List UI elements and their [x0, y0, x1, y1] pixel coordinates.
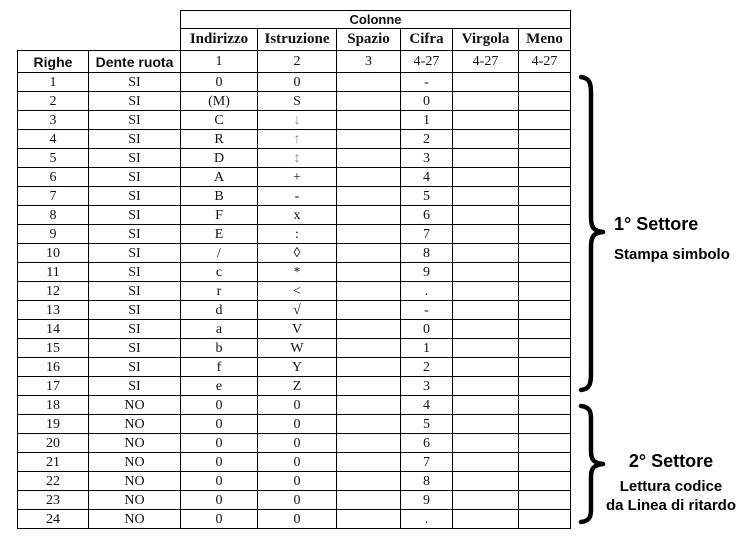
- virgola-cell: [453, 92, 519, 111]
- cifra-cell: .: [401, 282, 453, 301]
- riga-cell: 10: [18, 244, 89, 263]
- istruzione-cell: 0: [258, 73, 337, 92]
- spazio-cell: [337, 130, 401, 149]
- table-row: [18, 244, 571, 263]
- istruzione-cell: ↑: [258, 130, 337, 149]
- column-name-header: Virgola: [453, 29, 519, 51]
- riga-cell: 12: [18, 282, 89, 301]
- table-row: [18, 396, 571, 415]
- spazio-cell: [337, 301, 401, 320]
- istruzione-cell: S: [258, 92, 337, 111]
- cifra-cell: 7: [401, 453, 453, 472]
- riga-cell: 18: [18, 396, 89, 415]
- dente-ruota-cell: SI: [89, 168, 181, 187]
- virgola-cell: [453, 434, 519, 453]
- istruzione-cell: :: [258, 225, 337, 244]
- virgola-cell: [453, 377, 519, 396]
- riga-cell: 22: [18, 472, 89, 491]
- spazio-cell: [337, 92, 401, 111]
- table-row: [18, 453, 571, 472]
- righe-header: Righe: [18, 51, 89, 73]
- virgola-cell: [453, 358, 519, 377]
- spazio-cell: [337, 415, 401, 434]
- column-numbers-row: [18, 51, 571, 73]
- table-row: [18, 92, 571, 111]
- table-row: [18, 111, 571, 130]
- indirizzo-cell: E: [181, 225, 258, 244]
- dente-ruota-cell: SI: [89, 320, 181, 339]
- istruzione-cell: Z: [258, 377, 337, 396]
- dente-ruota-cell: SI: [89, 244, 181, 263]
- istruzione-cell: ↕: [258, 149, 337, 168]
- spazio-cell: [337, 187, 401, 206]
- cifra-cell: .: [401, 510, 453, 529]
- dente-ruota-cell: SI: [89, 130, 181, 149]
- indirizzo-cell: (M): [181, 92, 258, 111]
- indirizzo-cell: A: [181, 168, 258, 187]
- virgola-cell: [453, 491, 519, 510]
- indirizzo-cell: d: [181, 301, 258, 320]
- dente-ruota-cell: NO: [89, 510, 181, 529]
- riga-cell: 24: [18, 510, 89, 529]
- sector-1-label: [614, 214, 730, 264]
- spazio-cell: [337, 263, 401, 282]
- istruzione-cell: <: [258, 282, 337, 301]
- table-row: [18, 320, 571, 339]
- spazio-cell: [337, 434, 401, 453]
- spazio-cell: [337, 111, 401, 130]
- virgola-cell: [453, 472, 519, 491]
- table-row: [18, 206, 571, 225]
- riga-cell: 20: [18, 434, 89, 453]
- cifra-cell: 2: [401, 358, 453, 377]
- cifra-cell: -: [401, 73, 453, 92]
- virgola-cell: [453, 396, 519, 415]
- indirizzo-cell: C: [181, 111, 258, 130]
- meno-cell: [519, 130, 571, 149]
- table-row: [18, 282, 571, 301]
- indirizzo-cell: 0: [181, 453, 258, 472]
- spazio-cell: [337, 396, 401, 415]
- indirizzo-cell: f: [181, 358, 258, 377]
- meno-cell: [519, 225, 571, 244]
- istruzione-cell: 0: [258, 415, 337, 434]
- spazio-cell: [337, 168, 401, 187]
- cifra-cell: 9: [401, 491, 453, 510]
- spazio-cell: [337, 282, 401, 301]
- cifra-cell: 4: [401, 168, 453, 187]
- istruzione-cell: 0: [258, 472, 337, 491]
- meno-cell: [519, 358, 571, 377]
- column-number-cell: 1: [181, 51, 258, 73]
- table-row: [18, 434, 571, 453]
- cifra-cell: 3: [401, 377, 453, 396]
- table-row: [18, 377, 571, 396]
- riga-cell: 5: [18, 149, 89, 168]
- indirizzo-cell: 0: [181, 491, 258, 510]
- istruzione-cell: *: [258, 263, 337, 282]
- table-row: [18, 510, 571, 529]
- spazio-cell: [337, 149, 401, 168]
- cifra-cell: 2: [401, 130, 453, 149]
- column-names-row: [18, 29, 571, 51]
- column-number-cell: 4-27: [519, 51, 571, 73]
- indirizzo-cell: D: [181, 149, 258, 168]
- cifra-cell: 6: [401, 434, 453, 453]
- virgola-cell: [453, 111, 519, 130]
- sector-1-brace: [581, 77, 603, 390]
- riga-cell: 9: [18, 225, 89, 244]
- meno-cell: [519, 320, 571, 339]
- meno-cell: [519, 396, 571, 415]
- dente-ruota-cell: SI: [89, 92, 181, 111]
- spazio-cell: [337, 491, 401, 510]
- spazio-cell: [337, 510, 401, 529]
- riga-cell: 3: [18, 111, 89, 130]
- column-name-header: Meno: [519, 29, 571, 51]
- meno-cell: [519, 415, 571, 434]
- virgola-cell: [453, 225, 519, 244]
- cifra-cell: 1: [401, 339, 453, 358]
- cifra-cell: 7: [401, 225, 453, 244]
- istruzione-cell: √: [258, 301, 337, 320]
- cifra-cell: 8: [401, 244, 453, 263]
- dente-ruota-cell: NO: [89, 491, 181, 510]
- column-number-cell: 3: [337, 51, 401, 73]
- virgola-cell: [453, 168, 519, 187]
- dente-ruota-cell: SI: [89, 263, 181, 282]
- virgola-cell: [453, 301, 519, 320]
- indirizzo-cell: a: [181, 320, 258, 339]
- cifra-cell: 8: [401, 472, 453, 491]
- riga-cell: 8: [18, 206, 89, 225]
- table-row: [18, 130, 571, 149]
- dente-ruota-cell: SI: [89, 377, 181, 396]
- spazio-cell: [337, 225, 401, 244]
- virgola-cell: [453, 339, 519, 358]
- dente-ruota-cell: NO: [89, 396, 181, 415]
- sector-1-title: 1° Settore: [614, 214, 699, 234]
- riga-cell: 13: [18, 301, 89, 320]
- riga-cell: 4: [18, 130, 89, 149]
- meno-cell: [519, 244, 571, 263]
- spazio-cell: [337, 73, 401, 92]
- column-name-header: Spazio: [337, 29, 401, 51]
- cifra-cell: 4: [401, 396, 453, 415]
- spazio-cell: [337, 206, 401, 225]
- indirizzo-cell: r: [181, 282, 258, 301]
- virgola-cell: [453, 149, 519, 168]
- cifra-cell: 0: [401, 92, 453, 111]
- dente-ruota-cell: SI: [89, 339, 181, 358]
- meno-cell: [519, 434, 571, 453]
- istruzione-cell: 0: [258, 396, 337, 415]
- table-row: [18, 73, 571, 92]
- column-name-header: Indirizzo: [181, 29, 258, 51]
- istruzione-cell: ◊: [258, 244, 337, 263]
- dente-ruota-cell: SI: [89, 111, 181, 130]
- table-row: [18, 168, 571, 187]
- indirizzo-cell: F: [181, 206, 258, 225]
- table-row: [18, 358, 571, 377]
- indirizzo-cell: B: [181, 187, 258, 206]
- istruzione-cell: 0: [258, 453, 337, 472]
- virgola-cell: [453, 73, 519, 92]
- spazio-cell: [337, 472, 401, 491]
- riga-cell: 15: [18, 339, 89, 358]
- virgola-cell: [453, 453, 519, 472]
- riga-cell: 21: [18, 453, 89, 472]
- table-row: [18, 225, 571, 244]
- dente-ruota-cell: NO: [89, 434, 181, 453]
- meno-cell: [519, 453, 571, 472]
- virgola-cell: [453, 130, 519, 149]
- meno-cell: [519, 301, 571, 320]
- dente-ruota-cell: SI: [89, 73, 181, 92]
- colonne-header-row: [18, 11, 571, 29]
- istruzione-cell: Y: [258, 358, 337, 377]
- indirizzo-cell: 0: [181, 510, 258, 529]
- dente-ruota-cell: NO: [89, 472, 181, 491]
- riga-cell: 16: [18, 358, 89, 377]
- virgola-cell: [453, 187, 519, 206]
- istruzione-cell: 0: [258, 510, 337, 529]
- dente-ruota-cell: NO: [89, 453, 181, 472]
- virgola-cell: [453, 415, 519, 434]
- riga-cell: 11: [18, 263, 89, 282]
- istruzione-cell: 0: [258, 434, 337, 453]
- istruzione-cell: +: [258, 168, 337, 187]
- indirizzo-cell: 0: [181, 415, 258, 434]
- dente-ruota-cell: SI: [89, 358, 181, 377]
- riga-cell: 2: [18, 92, 89, 111]
- istruzione-cell: 0: [258, 491, 337, 510]
- indirizzo-cell: 0: [181, 434, 258, 453]
- dente-ruota-header: Dente ruota: [89, 51, 181, 73]
- spazio-cell: [337, 453, 401, 472]
- cifra-cell: 0: [401, 320, 453, 339]
- dente-ruota-cell: SI: [89, 206, 181, 225]
- virgola-cell: [453, 510, 519, 529]
- indirizzo-cell: 0: [181, 73, 258, 92]
- spazio-cell: [337, 244, 401, 263]
- riga-cell: 14: [18, 320, 89, 339]
- meno-cell: [519, 377, 571, 396]
- column-name-header: Istruzione: [258, 29, 337, 51]
- cifra-cell: 3: [401, 149, 453, 168]
- sector-2-subtitle-line1: Lettura codice: [619, 478, 723, 495]
- meno-cell: [519, 168, 571, 187]
- table-row: [18, 339, 571, 358]
- meno-cell: [519, 73, 571, 92]
- spazio-cell: [337, 339, 401, 358]
- indirizzo-cell: /: [181, 244, 258, 263]
- meno-cell: [519, 339, 571, 358]
- column-number-cell: 4-27: [401, 51, 453, 73]
- cifra-cell: 9: [401, 263, 453, 282]
- column-number-cell: 2: [258, 51, 337, 73]
- riga-cell: 17: [18, 377, 89, 396]
- code-wheel-table: [17, 10, 571, 529]
- virgola-cell: [453, 206, 519, 225]
- dente-ruota-cell: SI: [89, 149, 181, 168]
- cifra-cell: 5: [401, 415, 453, 434]
- istruzione-cell: W: [258, 339, 337, 358]
- spazio-cell: [337, 358, 401, 377]
- istruzione-cell: V: [258, 320, 337, 339]
- indirizzo-cell: b: [181, 339, 258, 358]
- table-row: [18, 415, 571, 434]
- virgola-cell: [453, 263, 519, 282]
- indirizzo-cell: c: [181, 263, 258, 282]
- virgola-cell: [453, 244, 519, 263]
- dente-ruota-cell: SI: [89, 282, 181, 301]
- sector-2-subtitle-line2: da Linea di ritardo: [605, 497, 737, 514]
- meno-cell: [519, 472, 571, 491]
- meno-cell: [519, 263, 571, 282]
- meno-cell: [519, 187, 571, 206]
- table-row: [18, 149, 571, 168]
- sector-2-title: 2° Settore: [628, 451, 714, 471]
- spazio-cell: [337, 377, 401, 396]
- virgola-cell: [453, 320, 519, 339]
- dente-ruota-cell: SI: [89, 187, 181, 206]
- colonne-header: Colonne: [181, 11, 571, 29]
- spazio-cell: [337, 320, 401, 339]
- dente-ruota-cell: SI: [89, 225, 181, 244]
- dente-ruota-cell: SI: [89, 301, 181, 320]
- meno-cell: [519, 111, 571, 130]
- riga-cell: 1: [18, 73, 89, 92]
- cifra-cell: -: [401, 301, 453, 320]
- table-row: [18, 491, 571, 510]
- meno-cell: [519, 510, 571, 529]
- istruzione-cell: ↓: [258, 111, 337, 130]
- table-row: [18, 472, 571, 491]
- istruzione-cell: x: [258, 206, 337, 225]
- table-row: [18, 301, 571, 320]
- istruzione-cell: -: [258, 187, 337, 206]
- sector-2-label: [594, 451, 747, 515]
- riga-cell: 6: [18, 168, 89, 187]
- cifra-cell: 6: [401, 206, 453, 225]
- indirizzo-cell: R: [181, 130, 258, 149]
- column-name-header: Cifra: [401, 29, 453, 51]
- meno-cell: [519, 491, 571, 510]
- table-row: [18, 187, 571, 206]
- cifra-cell: 1: [401, 111, 453, 130]
- cifra-cell: 5: [401, 187, 453, 206]
- meno-cell: [519, 206, 571, 225]
- indirizzo-cell: 0: [181, 396, 258, 415]
- dente-ruota-cell: NO: [89, 415, 181, 434]
- riga-cell: 23: [18, 491, 89, 510]
- virgola-cell: [453, 282, 519, 301]
- sector-1-subtitle: Stampa simbolo: [614, 246, 730, 263]
- indirizzo-cell: 0: [181, 472, 258, 491]
- table-row: [18, 263, 571, 282]
- riga-cell: 19: [18, 415, 89, 434]
- indirizzo-cell: e: [181, 377, 258, 396]
- meno-cell: [519, 149, 571, 168]
- meno-cell: [519, 282, 571, 301]
- riga-cell: 7: [18, 187, 89, 206]
- header-blank-area: [18, 11, 181, 29]
- column-number-cell: 4-27: [453, 51, 519, 73]
- meno-cell: [519, 92, 571, 111]
- header-blank-area: [18, 29, 181, 51]
